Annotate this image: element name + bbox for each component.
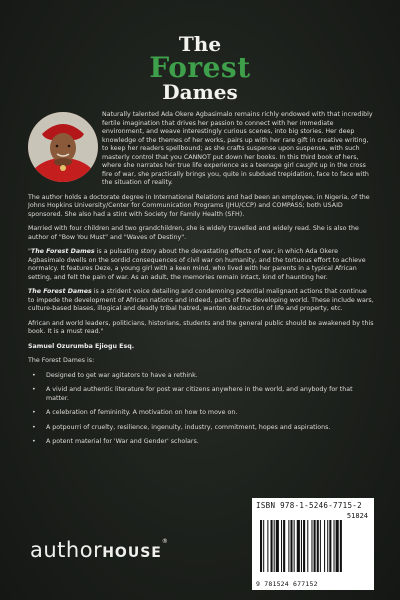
paragraph-5: The Forest Dames is a strident voice detailing and condemning potential malignant actions that continue to impede the development of African nations and indeed, parts of the developing world. These include wars, culture-based biases, illogical and deadly tribal hatred, wanton destruction of life and property, etc. (28, 288, 374, 312)
title-line-1: The (178, 32, 222, 56)
publisher-logo: authorHOUSE® (30, 538, 169, 562)
book-title-inline: The Forest Dames (28, 288, 92, 295)
book-title (0, 34, 400, 102)
back-cover-text (28, 111, 374, 453)
isbn-text: ISBN 978-1-5246-7715-2 (256, 501, 362, 510)
list-item: • A potpourri of cruelty, resilience, ingenuity, industry, commitment, hopes and aspirations. (28, 424, 374, 433)
list-item: • A vivid and authentic literature for post war citizens anywhere in the world, and anybody for that matter. (28, 386, 374, 403)
paragraph-2: The author holds a doctorate degree in International Relations and had been an employee, in Nigeria, of the Johns Hopkins University/Center for Communication Programs (JHU/CCP) and COMPASS; both USAID sponsored. She also had a stint with Society for Family Health (SFH). (28, 193, 370, 218)
ean-text: 9 781524 677152 (256, 580, 318, 588)
paragraph-3: Married with four children and two grandchildren, she is widely travelled and widely read. She is also the author of "Bow You Must" and "Waves of Destiny". (28, 225, 359, 241)
title-line-2: Forest (149, 51, 251, 84)
list-item: • A potent material for 'War and Gender' scholars. (28, 438, 374, 447)
price-code: 51824 (346, 512, 368, 520)
list-intro: The Forest Dames is: (28, 357, 95, 364)
paragraph-4: "The Forest Dames is a pulsating story about the devastating effects of war, in which Ada Okere Agbasimalo dwells on the sordid consequences of civil war on humanity, and the tortuous effort to achieve normalcy. It features Deze, a young girl with a keen mind, who lived with her parents in a typical African setting, and felt the pain of war. As an adult, the memories remain intact, kind of haunting her. (28, 248, 366, 281)
feature-list (28, 372, 374, 447)
book-title-inline: The Forest Dames (30, 248, 95, 255)
paragraph-1: Naturally talented Ada Okere Agbasimalo remains richly endowed with that incredibly fertile imagination that drives her passion to connect with her immediate environment, and weave interestingly curious scenes, into big stories. Her deep knowledge of the themes of her works, pairs up with her rare gift in creative writing, to keep her readers spellbound; as she crafts suspense upon suspense, with such masterly control that you CANNOT put down her books. In this third book of hers, where she narrates her true life experience as a teenage girl caught up in the cross fire of war, she practically brings you, quite in subdued trepidation, face to face with the situation of reality. (102, 111, 373, 186)
reviewer-signature: Samuel Ozurumba Ejiogu Esq. (28, 342, 135, 350)
paragraph-6: African and world leaders, politicians, historians, students and the general public should be awakened by this book. It is a must read." (28, 319, 374, 335)
list-item: • Designed to get war agitators to have a rethink. (28, 372, 374, 381)
list-item: • A celebration of femininity. A motivation on how to move on. (28, 409, 374, 418)
title-line-3: Dames (162, 80, 238, 104)
isbn-barcode (252, 498, 374, 590)
barcode-bars-icon (258, 520, 368, 580)
